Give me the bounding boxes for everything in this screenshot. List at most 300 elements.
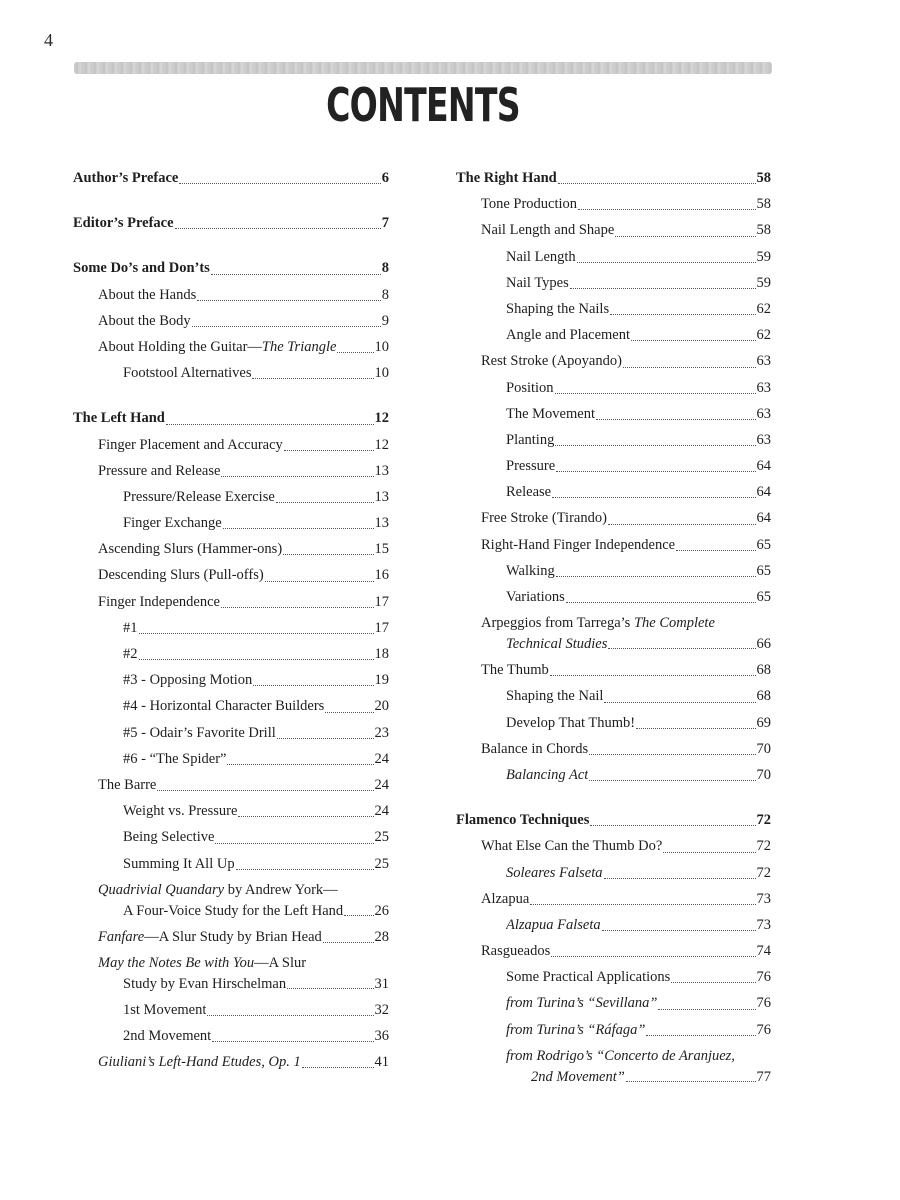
dot-leader: [302, 1067, 374, 1068]
toc-entry[interactable]: [73, 334, 389, 360]
toc-entry-title: [98, 772, 156, 798]
toc-entry-title: [481, 348, 622, 374]
toc-entry-page: 66: [756, 636, 771, 653]
toc-entry-title-text: Shaping the Nails: [506, 300, 610, 317]
toc-entry-page: 36: [374, 1028, 389, 1045]
toc-entry-title: [506, 584, 565, 610]
toc-entry-title-italic: from Turina’s “Sevillana”: [506, 995, 658, 1012]
toc-entry-title-text: About the Hands: [98, 286, 197, 303]
dot-leader: [179, 183, 380, 184]
toc-entry-page: 69: [756, 714, 771, 731]
toc-entry-page: 24: [374, 803, 389, 820]
toc-entry[interactable]: [73, 641, 389, 667]
toc-entry-title: [481, 657, 549, 683]
dot-leader: [236, 869, 374, 870]
dot-leader: [325, 712, 373, 713]
toc-entry-title: [123, 851, 235, 877]
dot-leader: [192, 326, 381, 327]
toc-entry-page: 63: [756, 405, 771, 422]
toc-entry-title: [123, 997, 206, 1023]
toc-entry-page: 76: [756, 995, 771, 1012]
toc-entry[interactable]: [456, 762, 771, 788]
toc-entry-title-line1: [98, 880, 389, 901]
toc-entry-title: [506, 762, 588, 788]
toc-entry-page: 24: [374, 776, 389, 793]
toc-entry-title: [123, 720, 276, 746]
toc-entry[interactable]: [73, 210, 389, 236]
dot-leader: [287, 988, 373, 989]
toc-entry-title-text: —A Slur: [254, 954, 307, 971]
toc-entry-title-text: Position: [506, 379, 554, 396]
toc-entry-title-text: Nail Length and Shape: [481, 222, 615, 239]
toc-entry-title: [123, 484, 275, 510]
dot-leader: [610, 314, 755, 315]
dot-leader: [555, 445, 755, 446]
toc-entry-title-italic: from Turina’s “Ráfaga”: [506, 1021, 646, 1038]
dot-leader: [589, 780, 755, 781]
toc-entry[interactable]: [73, 693, 389, 719]
toc-entry-page: 64: [756, 458, 771, 475]
toc-entry-title-text: Weight vs. Pressure: [123, 803, 238, 820]
toc-entry[interactable]: [73, 255, 389, 281]
toc-entry-title: [506, 990, 657, 1016]
toc-left-column: [73, 165, 389, 1075]
toc-entry-title: [73, 255, 210, 281]
toc-entry-title-text: The Thumb: [481, 662, 549, 679]
dot-leader: [663, 852, 755, 853]
toc-entry-title: [506, 860, 603, 886]
toc-entry-title-text: Develop That Thumb!: [506, 714, 636, 731]
toc-entry-title-text: Pressure/Release Exercise: [123, 488, 275, 505]
toc-entry-title: [123, 615, 138, 641]
toc-entry-page: 20: [374, 698, 389, 715]
toc-entry[interactable]: [456, 191, 771, 217]
dot-leader: [283, 554, 373, 555]
toc-entry-title: [506, 296, 609, 322]
toc-entry-page: 17: [374, 593, 389, 610]
toc-entry-page: 7: [381, 215, 389, 232]
toc-entry[interactable]: [73, 824, 389, 850]
toc-entry[interactable]: [73, 746, 389, 772]
dot-leader: [139, 659, 374, 660]
toc-entry[interactable]: [73, 772, 389, 798]
toc-entry[interactable]: [456, 322, 771, 348]
toc-entry-page: 76: [756, 1021, 771, 1038]
dot-leader: [276, 502, 374, 503]
toc-entry-page: 10: [374, 365, 389, 382]
toc-entry-page: 59: [756, 248, 771, 265]
toc-entry-page: 41: [374, 1054, 389, 1071]
toc-entry-title-text: Shaping the Nail: [506, 688, 604, 705]
toc-entry-title-text: #2: [123, 646, 138, 662]
toc-entry[interactable]: [456, 710, 771, 736]
toc-entry-title: [456, 807, 589, 833]
page-number: 4: [44, 30, 53, 50]
toc-entry[interactable]: [456, 165, 771, 191]
toc-entry-page: 58: [756, 196, 771, 213]
toc-entry[interactable]: [73, 589, 389, 615]
toc-entry-title-italic: Alzapua Falseta: [506, 916, 601, 933]
dot-leader: [221, 476, 373, 477]
dot-leader: [636, 728, 755, 729]
dot-leader: [227, 764, 373, 765]
toc-entry[interactable]: [73, 1023, 389, 1049]
toc-entry-title: [481, 736, 588, 762]
toc-entry-title: [98, 536, 282, 562]
dot-leader: [615, 236, 755, 237]
toc-entry[interactable]: [73, 165, 389, 191]
toc-entry-page: 77: [756, 1068, 771, 1085]
dot-leader: [631, 340, 755, 341]
toc-entry[interactable]: [73, 562, 389, 588]
toc-entry-title-text: Release: [506, 484, 552, 501]
toc-entry-page: 63: [756, 353, 771, 370]
toc-entry-title-text: Some Do’s and Don’ts: [73, 260, 210, 277]
toc-entry-title: [98, 432, 283, 458]
toc-entry[interactable]: [456, 938, 771, 964]
toc-entry-title-text: Variations: [506, 589, 565, 605]
toc-entry-page: 62: [756, 327, 771, 344]
toc-entry-title: [98, 589, 220, 615]
dot-leader: [550, 675, 756, 676]
toc-entry[interactable]: [456, 683, 771, 709]
dot-leader: [552, 497, 755, 498]
toc-entry-title: [98, 562, 264, 588]
toc-entry-title-text: Finger Exchange: [123, 515, 222, 532]
dot-leader: [223, 528, 374, 529]
toc-entry[interactable]: [73, 877, 389, 924]
toc-entry-title-text: Ascending Slurs (Hammer-ons): [98, 541, 283, 558]
dot-leader: [344, 915, 373, 916]
toc-entry-title-line2: [98, 901, 389, 922]
toc-entry[interactable]: [456, 1017, 771, 1043]
toc-entry[interactable]: [456, 217, 771, 243]
toc-entry-page: 68: [756, 662, 771, 679]
toc-entry-page: 13: [374, 515, 389, 532]
toc-entry[interactable]: [73, 667, 389, 693]
toc-entry-title-text: Right-Hand Finger Independence: [481, 536, 676, 553]
dot-leader: [608, 524, 756, 525]
toc-entry-page: 65: [756, 562, 771, 579]
toc-entry-title-italic: 2nd Movement”: [531, 1068, 625, 1085]
toc-entry[interactable]: [456, 453, 771, 479]
toc-entry-title-italic: Soleares Falseta: [506, 864, 603, 881]
toc-entry-title-text: #3 - Opposing Motion: [123, 672, 253, 689]
toc-entry[interactable]: [456, 1043, 771, 1090]
dot-leader: [238, 816, 373, 817]
toc-entry-title-text: Walking: [506, 562, 555, 579]
toc-entry-title: [123, 693, 324, 719]
toc-entry[interactable]: [73, 615, 389, 641]
toc-entry-title-text: Being Selective: [123, 829, 215, 846]
toc-entry-title-text: 2nd Movement: [123, 1028, 212, 1045]
toc-entry[interactable]: [456, 912, 771, 938]
toc-entry-title-text: by Andrew York—: [224, 881, 338, 898]
toc-entry[interactable]: [456, 860, 771, 886]
toc-entry-title: [73, 405, 165, 431]
toc-entry-title: [481, 532, 675, 558]
toc-entry-page: 25: [374, 829, 389, 846]
dot-leader: [558, 183, 756, 184]
toc-entry-title: [506, 375, 554, 401]
toc-entry-title-text: —A Slur Study by Brian Head: [144, 928, 322, 945]
toc-entry-title-italic: Balancing Act: [506, 766, 589, 783]
toc-entry[interactable]: [73, 308, 389, 334]
toc-entry[interactable]: [456, 532, 771, 558]
toc-entry-page: 73: [756, 916, 771, 933]
toc-entry[interactable]: [456, 401, 771, 427]
toc-entry[interactable]: [73, 997, 389, 1023]
dot-leader: [604, 878, 756, 879]
toc-entry[interactable]: [456, 348, 771, 374]
toc-entry-title: [506, 270, 569, 296]
toc-entry-title: [481, 886, 529, 912]
toc-entry[interactable]: [73, 924, 389, 950]
toc-entry-page: 70: [756, 766, 771, 783]
toc-entry-title-text: Summing It All Up: [123, 855, 235, 872]
toc-entry-title-text: Angle and Placement: [506, 327, 631, 344]
dot-leader: [626, 1081, 756, 1082]
dot-leader: [646, 1035, 755, 1036]
dot-leader: [578, 209, 755, 210]
toc-entry-title-italic: Technical Studies: [506, 636, 608, 653]
toc-entry-title-line2: [481, 634, 771, 655]
toc-entry-title: [506, 401, 595, 427]
toc-entry-title-italic: Fanfare: [98, 928, 145, 945]
toc-entry-title: [123, 510, 222, 536]
dot-leader: [139, 633, 374, 634]
toc-entry-title: [506, 322, 630, 348]
toc-entry-page: 62: [756, 300, 771, 317]
toc-entry-title: [98, 308, 191, 334]
dot-leader: [265, 581, 374, 582]
toc-entry-page: 31: [374, 975, 389, 992]
toc-entry-title: [98, 1049, 301, 1075]
dot-leader: [556, 471, 755, 472]
dot-leader: [577, 262, 756, 263]
toc-entry-title: [98, 282, 196, 308]
toc-entry-title: [481, 505, 607, 531]
toc-entry-page: 72: [756, 864, 771, 881]
toc-entry-title-text: #5 - Odair’s Favorite Drill: [123, 724, 276, 741]
dot-leader: [671, 982, 755, 983]
toc-entry[interactable]: [73, 405, 389, 431]
toc-entry-title-line2: [506, 1067, 771, 1088]
toc-entry-title: [123, 798, 237, 824]
page-title: CONTENTS: [326, 78, 520, 132]
toc-entry-page: 12: [374, 436, 389, 453]
toc-entry-page: 65: [756, 589, 771, 605]
toc-entry-title-text: Editor’s Preface: [73, 215, 174, 232]
toc-entry[interactable]: [456, 505, 771, 531]
toc-entry-page: 26: [374, 902, 389, 919]
toc-entry-title: [506, 453, 555, 479]
toc-entry-title: [481, 217, 614, 243]
toc-entry-page: 59: [756, 274, 771, 291]
toc-entry-title-line1: [481, 613, 771, 634]
toc-entry-title-text: Alzapua: [481, 890, 530, 907]
toc-entry-title: [506, 558, 555, 584]
dot-leader: [284, 450, 374, 451]
toc-entry-title-text: Pressure: [506, 458, 556, 475]
toc-entry[interactable]: [73, 282, 389, 308]
toc-entry-title-text: Rest Stroke (Apoyando): [481, 353, 622, 370]
toc-entry-title-text: Flamenco Techniques: [456, 812, 590, 829]
toc-entry-page: 13: [374, 488, 389, 505]
toc-entry[interactable]: [456, 584, 771, 610]
toc-entry-title: [123, 667, 252, 693]
dot-leader: [221, 607, 374, 608]
toc-entry-title: [481, 833, 662, 859]
toc-entry-page: 76: [756, 969, 771, 986]
toc-entry-title: [98, 458, 220, 484]
toc-entry-title: [456, 165, 557, 191]
toc-entry-title-text: Finger Independence: [98, 593, 220, 610]
toc-entry-page: 6: [381, 170, 389, 186]
toc-entry-title-text: A Four-Voice Study for the Left Hand: [123, 902, 344, 919]
toc-entry-title: [73, 210, 174, 236]
toc-entry-title-text: Planting: [506, 431, 555, 448]
toc-entry-title-italic: May the Notes Be with You: [98, 954, 255, 971]
toc-entry[interactable]: [456, 833, 771, 859]
toc-entry-title-italic: The Complete: [633, 615, 715, 632]
toc-entry-page: 24: [374, 750, 389, 767]
toc-entry-page: 72: [756, 838, 771, 855]
toc-entry[interactable]: [456, 296, 771, 322]
dot-leader: [323, 942, 374, 943]
toc-entry-title: [73, 165, 178, 191]
toc-entry[interactable]: [73, 360, 389, 386]
toc-entry-title: [506, 683, 603, 709]
toc-entry-title: [98, 334, 336, 360]
dot-leader: [566, 602, 756, 603]
toc-entry-page: 19: [374, 672, 389, 689]
toc-entry[interactable]: [456, 736, 771, 762]
dot-leader: [277, 738, 374, 739]
toc-entry-title: [98, 924, 322, 950]
toc-entry-title-text: #6 - “The Spider”: [123, 750, 227, 767]
toc-entry[interactable]: [73, 798, 389, 824]
toc-entry[interactable]: [73, 536, 389, 562]
toc-entry-title: [123, 641, 138, 667]
toc-entry[interactable]: [73, 1049, 389, 1075]
toc-entry[interactable]: [73, 484, 389, 510]
toc-entry[interactable]: [73, 510, 389, 536]
toc-entry-title-italic: Quadrivial Quandary: [98, 881, 225, 898]
dot-leader: [589, 754, 755, 755]
toc-right-column: [456, 165, 771, 1090]
toc-entry[interactable]: [456, 886, 771, 912]
dot-leader: [604, 702, 755, 703]
toc-entry-page: 64: [756, 484, 771, 501]
toc-entry-page: 73: [756, 890, 771, 907]
toc-entry-title-italic: Giuliani’s Left-Hand Etudes, Op. 1: [98, 1054, 301, 1071]
toc-entry-page: 65: [756, 536, 771, 553]
toc-entry[interactable]: [456, 964, 771, 990]
toc-entry[interactable]: [456, 657, 771, 683]
toc-entry[interactable]: [456, 807, 771, 833]
toc-entry-title-text: Rasgueados: [481, 943, 551, 960]
toc-entry-title-text: Some Practical Applications: [506, 969, 671, 986]
dot-leader: [212, 1041, 373, 1042]
dot-leader: [337, 352, 373, 353]
toc-entry-title: [506, 244, 576, 270]
toc-entry-title-text: About Holding the Guitar—: [98, 338, 262, 355]
toc-entry-page: 72: [756, 812, 771, 829]
toc-entry-title: [123, 824, 214, 850]
toc-entry-title: [123, 1023, 211, 1049]
toc-entry[interactable]: [456, 990, 771, 1016]
toc-entry-page: 70: [756, 740, 771, 757]
dot-leader: [166, 424, 374, 425]
dot-leader: [676, 550, 755, 551]
toc-entry[interactable]: [73, 950, 389, 997]
toc-entry-title: [481, 191, 577, 217]
toc-entry-title-text: The Movement: [506, 405, 595, 422]
toc-entry-title-text: Tone Production: [481, 196, 578, 213]
toc-entry-title-text: Arpeggios from Tarrega’s: [481, 615, 634, 632]
toc-entry-title-text: Balance in Chords: [481, 740, 589, 757]
toc-entry[interactable]: [456, 244, 771, 270]
toc-entry-title: [123, 746, 226, 772]
dot-leader: [590, 825, 755, 826]
toc-entry-title-italic: The Triangle: [261, 338, 337, 355]
toc-entry-page: 68: [756, 688, 771, 705]
toc-entry[interactable]: [73, 720, 389, 746]
toc-entry[interactable]: [456, 479, 771, 505]
dot-leader: [551, 956, 755, 957]
toc-entry[interactable]: [456, 375, 771, 401]
toc-entry[interactable]: [456, 610, 771, 657]
toc-entry-page: 25: [374, 855, 389, 872]
toc-entry-page: 15: [374, 541, 389, 558]
toc-entry-title-text: About the Body: [98, 312, 191, 329]
toc-entry[interactable]: [456, 427, 771, 453]
toc-entry[interactable]: [73, 458, 389, 484]
toc-entry-page: 12: [374, 410, 389, 427]
toc-entry-title: [123, 360, 251, 386]
dot-leader: [175, 228, 381, 229]
toc-entry[interactable]: [73, 432, 389, 458]
toc-entry[interactable]: [456, 558, 771, 584]
toc-entry-title-text: The Left Hand: [73, 410, 165, 427]
toc-entry[interactable]: [456, 270, 771, 296]
decorative-header-bar: [74, 62, 772, 74]
dot-leader: [623, 367, 756, 368]
toc-entry-title: [506, 964, 670, 990]
dot-leader: [556, 576, 756, 577]
toc-entry-page: 63: [756, 379, 771, 396]
toc-entry-page: 13: [374, 462, 389, 479]
toc-entry-title-line1: [98, 953, 389, 974]
toc-entry-title: [481, 938, 550, 964]
toc-entry-title-text: Pressure and Release: [98, 462, 221, 479]
toc-entry-title-line1: [506, 1046, 771, 1067]
dot-leader: [570, 288, 756, 289]
dot-leader: [530, 904, 755, 905]
toc-entry[interactable]: [73, 851, 389, 877]
toc-entry-page: 23: [374, 724, 389, 741]
toc-entry-title-text: Study by Evan Hirschelman: [123, 975, 287, 992]
dot-leader: [658, 1009, 755, 1010]
toc-entry-title-text: #1: [123, 619, 138, 636]
toc-entry-page: 16: [374, 567, 389, 584]
dot-leader: [253, 685, 373, 686]
dot-leader: [252, 378, 373, 379]
dot-leader: [197, 300, 380, 301]
dot-leader: [555, 393, 756, 394]
toc-entry-title: [506, 427, 554, 453]
